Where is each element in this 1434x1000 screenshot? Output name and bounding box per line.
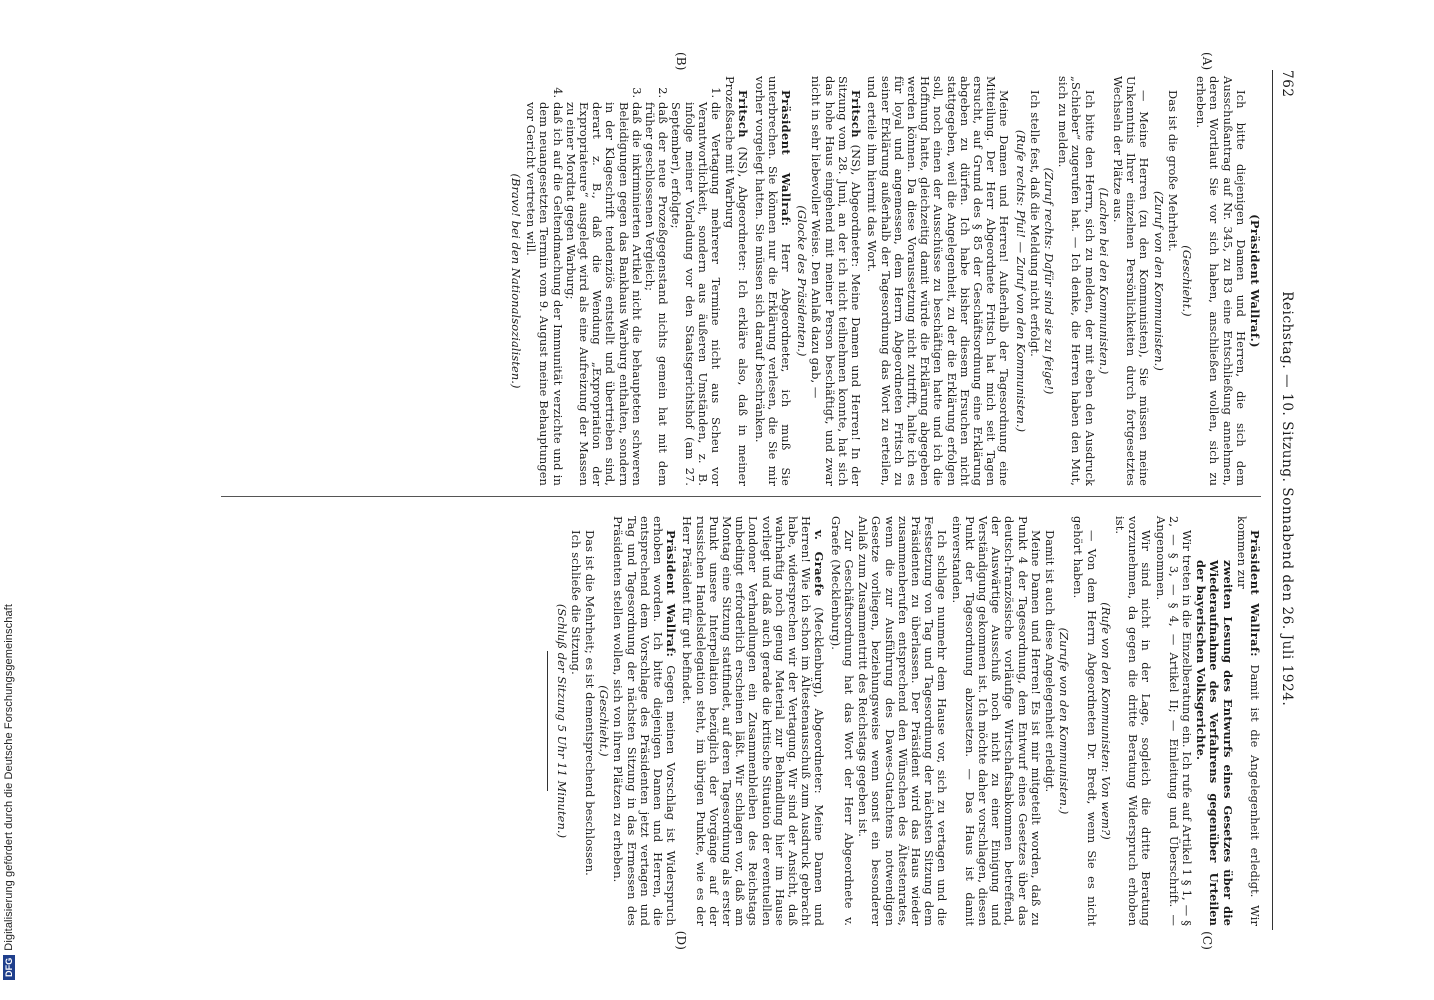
- list-item: 4. daß ich auf die Geltendmachung der Immunität verzichte und in dem neuangesetzten Termin vom 9. August meine Behauptungen vor Gericht vertreten will.: [524, 102, 564, 486]
- paragraph: Gegen meinen Vorschlag ist Widerspruch erhoben worden. Ich bitte diejenigen Damen und Herren, die entsprechend dem Vorschlage des Präsidenten jetzt vertagen und Tag und Tagesordnung der nächsten Sitzung in das Ermessen des Präsidenten stellen wollen, sich von ihren Plätzen zu erheben.: [611, 516, 679, 926]
- paragraph: (NS), Abgeordneter: Ich erkläre also, daß in meiner Prozeßsache mit Warburg: [723, 76, 751, 486]
- digitization-credit: [2, 6, 16, 980]
- speaker-name: Fritsch: [736, 90, 751, 138]
- document-page: [127, 50, 1307, 950]
- paragraph: — Von dem Herrn Abgeordneten Dr. Bredt, wenn Sie es nicht gehört haben.: [1071, 516, 1099, 926]
- closing-note: (Schluß der Sitzung 5 Uhr 11 Minuten.): [554, 603, 569, 839]
- left-column: [508, 76, 1261, 486]
- stage-direction: (Geschieht.): [1179, 245, 1194, 317]
- list-item: 2. daß der neue Prozeßgegenstand nichts gemein hat mit dem früher geschlossenen Vergleich;: [643, 102, 669, 486]
- stage-direction: (Lachen bei den Kommunisten.): [1096, 187, 1111, 375]
- right-column: [547, 516, 1261, 926]
- stage-direction: (Zuruf von den Kommunisten.): [1151, 191, 1166, 371]
- margin-marker-d: (D): [674, 930, 688, 950]
- paragraph: Das ist die große Mehrheit.: [1165, 90, 1180, 252]
- agenda-heading: zweiten Lesung des Entwurfs eines Gesetzes über die Wiederaufnahme des Verfahrens gegenüber Urteilen der bayerischen Volksgerichte.: [1194, 560, 1235, 926]
- margin-marker-c: (C): [1200, 931, 1214, 950]
- speaker-label: (Präsident Wallraf.): [1248, 214, 1262, 348]
- paragraph: (NS), Abgeordneter: Meine Damen und Herren! In der Sitzung vom 28. Juni, an der ich nicht teilnehmen konnte, hat sich das hohe Haus eingehend mit meiner Person beschäftigt, und zwar nicht in sehr liebevoller Weise. Den Anlaß dazu gab, —: [809, 76, 864, 486]
- header-rule: [1272, 70, 1273, 930]
- paragraph: Damit ist die Angelegenheit erledigt. Wir kommen zur: [1234, 516, 1262, 926]
- paragraph: Wir sind nicht in der Lage, sogleich die dritte Beratung vorzunehmen, da gegen die dritte Beratung Widerspruch erhoben ist.: [1112, 516, 1154, 926]
- credit-text: Digitalisierung gefördert durch die Deutsche Forschungsgemeinschaft: [3, 604, 15, 951]
- paragraph: Ich stelle fest, daß die Meldung nicht erfolgt.: [1027, 90, 1042, 357]
- stage-direction: (Geschieht.): [597, 685, 612, 757]
- page-header: [1275, 70, 1293, 930]
- list-item: 3. daß die inkriminierten Artikel nicht die behaupteten schweren Beleidigungen gegen das Bankhaus Warburg enthalten, sondern in der Klageschrift tendenziös entstellt und übertrieben sind, derart z. B., daß die Wendung „Expropriation der Expropriateure“ ausgelegt wird als eine Aufreizung der Massen zu einer Mordtat gegen Warburg;: [564, 102, 643, 486]
- paragraph: Wir treten in die Einzelberatung ein. Ich rufe auf Artikel 1 § 1, — § 2, — § 3, — § 4, — Artikel II; — Einleitung und Überschrift. — Angenommen.: [1153, 516, 1194, 926]
- stage-direction: (Zuruf rechts: Dafür sind sie zu feige!): [1041, 167, 1056, 395]
- paragraph: Ich bitte diejenigen Damen und Herren, die sich dem Ausschußantrag auf Nr. 345, zu B3 eine Entschließung annehmen, deren Wortlaut Sie vor sich haben, anschließen wollen, sich zu erheben.: [1194, 76, 1248, 486]
- list-item: 1. die Vertagung mehrerer Termine nicht aus Scheu vor Verantwortlichkeit, sondern aus äußeren Umständen, z. B. infolge meiner Vorladung vor den Staatsgerichtshof (am 27. September), erfolgte;: [669, 102, 722, 486]
- paragraph: Meine Damen und Herren! Außerhalb der Tagesordnung eine Mitteilung. Der Herr Abgeordnete Fritsch hat mich seit Tagen ersucht, auf Grund des § 85 der Geschäftsordnung eine Erklärung abgeben zu dürfen. Ich habe bisher diesem Ersuchen nicht stattgegeben, weil die Angelegenheit, zu der die Erklärung erfolgen soll, noch einen der Ausschüsse zu beschäftigen hatte und ich die Hoffnung hatte, gleichzeitig damit würde die Erklärung abgegeben werden können. Da diese Voraussetzung nicht zutrifft, halte ich es für loyal und angemessen, dem Herrn Abgeordneten Fritsch zu seiner Erklärung außerhalb der Tagesordnung das Wort zu erteilen, und erteile ihm hiermit das Wort.: [865, 76, 1012, 486]
- speaker-name: Präsident Wallraf:: [779, 90, 794, 227]
- speaker-name: v. Graefe: [812, 530, 827, 597]
- paragraph: Zur Geschäftsordnung hat das Wort der Herr Abgeordnete v. Graefe (Mecklenburg).: [828, 516, 856, 926]
- paragraph: Ich schließe die Sitzung.: [568, 530, 583, 675]
- page-running-title: Reichstag. — 10. Sitzung. Sonnabend den 26. Juli 1924.: [1279, 291, 1295, 707]
- paragraph: Ich schlage nunmehr dem Hause vor, sich zu vertagen und die Festsetzung von Tag und Tagesordnung der nächsten Sitzung dem Präsidenten zu überlassen. Der Präsident wird das Haus wieder zusammenberufen entsprechend den Wünschen des Ältestenrates, wenn die zur Ausführung des Dawes-Gutachtens notwendigen Gesetze vorliegen, beziehungsweise wenn sonst ein besonderer Anlaß zum Zusammentritt des Reichstags gegeben ist.: [856, 516, 950, 926]
- paragraph: Damit ist auch diese Angelegenheit erledigt.: [1042, 530, 1057, 793]
- stage-direction: (Rufe von den Kommunisten: Von wem?): [1098, 602, 1113, 840]
- stage-direction: (Bravo! bei den Nationalsozialisten.): [509, 173, 524, 389]
- paragraph: Herr Abgeordneter, ich muß Sie unterbrechen. Sie können nur die Erklärung verlesen, die Sie mir vorher vorgelegt hatten. Sie müssen sich darauf beschränken.: [752, 76, 794, 486]
- dfg-logo: DFG: [3, 955, 15, 980]
- stage-direction: (Glocke des Präsidenten.): [795, 205, 810, 357]
- speaker-name: Präsident Wallraf:: [1248, 530, 1262, 657]
- paragraph: Das ist die Mehrheit; es ist dementsprechend beschlossen.: [583, 530, 598, 876]
- margin-marker-a: (A): [1200, 52, 1214, 71]
- paragraph: (Mecklenburg), Abgeordneter: Meine Damen und Herren! Wie ich schon im Ältestenausschuß zum Ausdruck gebracht habe, widersprechen wir der Vertagung. Wir sind der Ansicht, daß wahrhaftig noch genug Material zur Behandlung hier im Hause vorliegt und daß auch gerade die kritische Situation der eventuellen Londoner Verhandlungen ein Zusammenbleiben des Reichstags unbedingt erforderlich erscheinen läßt. Wir schlagen vor, daß am Montag eine Sitzung stattfindet, auf deren Tagesordnung als erster Punkt unsere Interpellation bezüglich der Vorgänge auf der russischen Handelsdelegation steht, im übrigen Punkte, wie es der Herr Präsident für gut befindet.: [680, 516, 827, 926]
- paragraph: — Meine Herren (zu den Kommunisten), Sie müssen meine Unkenntnis Ihrer einzelnen Persönlichkeiten durch fortgesetztes Wechseln der Plätze aus.: [1110, 76, 1152, 486]
- numbered-list: [524, 76, 722, 486]
- page-number: 762: [1279, 70, 1295, 98]
- end-rule: [547, 651, 548, 791]
- paragraph: Meine Damen und Herren! Es ist mir mitgeteilt worden, daß zu Punkt 4 der Tagesordnung, dem Entwurf eines Gesetzes über das deutsch-französische vorläufige Wirtschaftsabkommen betreffend, der Auswärtige Ausschuß noch nicht zu einer Einigung und Verständigung gekommen ist. Ich möchte daher vorschlagen, diesen Punkt der Tagesordnung abzusetzen. — Das Haus ist damit einverstanden.: [949, 516, 1043, 926]
- paragraph: Ich bitte den Herrn, sich zu melden, der mit eben den Ausdruck „Schieber“ zugerufen hat. — Ich denke, die Herren haben den Mut, sich zu melden.: [1056, 76, 1097, 486]
- speaker-name: Präsident Wallraf:: [664, 530, 679, 658]
- margin-marker-b: (B): [674, 52, 688, 71]
- stage-direction: (Zurufe von den Kommunisten.): [1057, 627, 1072, 815]
- column-divider: [221, 496, 1261, 497]
- speaker-name: Fritsch: [849, 90, 864, 138]
- stage-direction: (Rufe rechts: Pfui! — Zuruf von den Kommunisten.): [1013, 129, 1028, 433]
